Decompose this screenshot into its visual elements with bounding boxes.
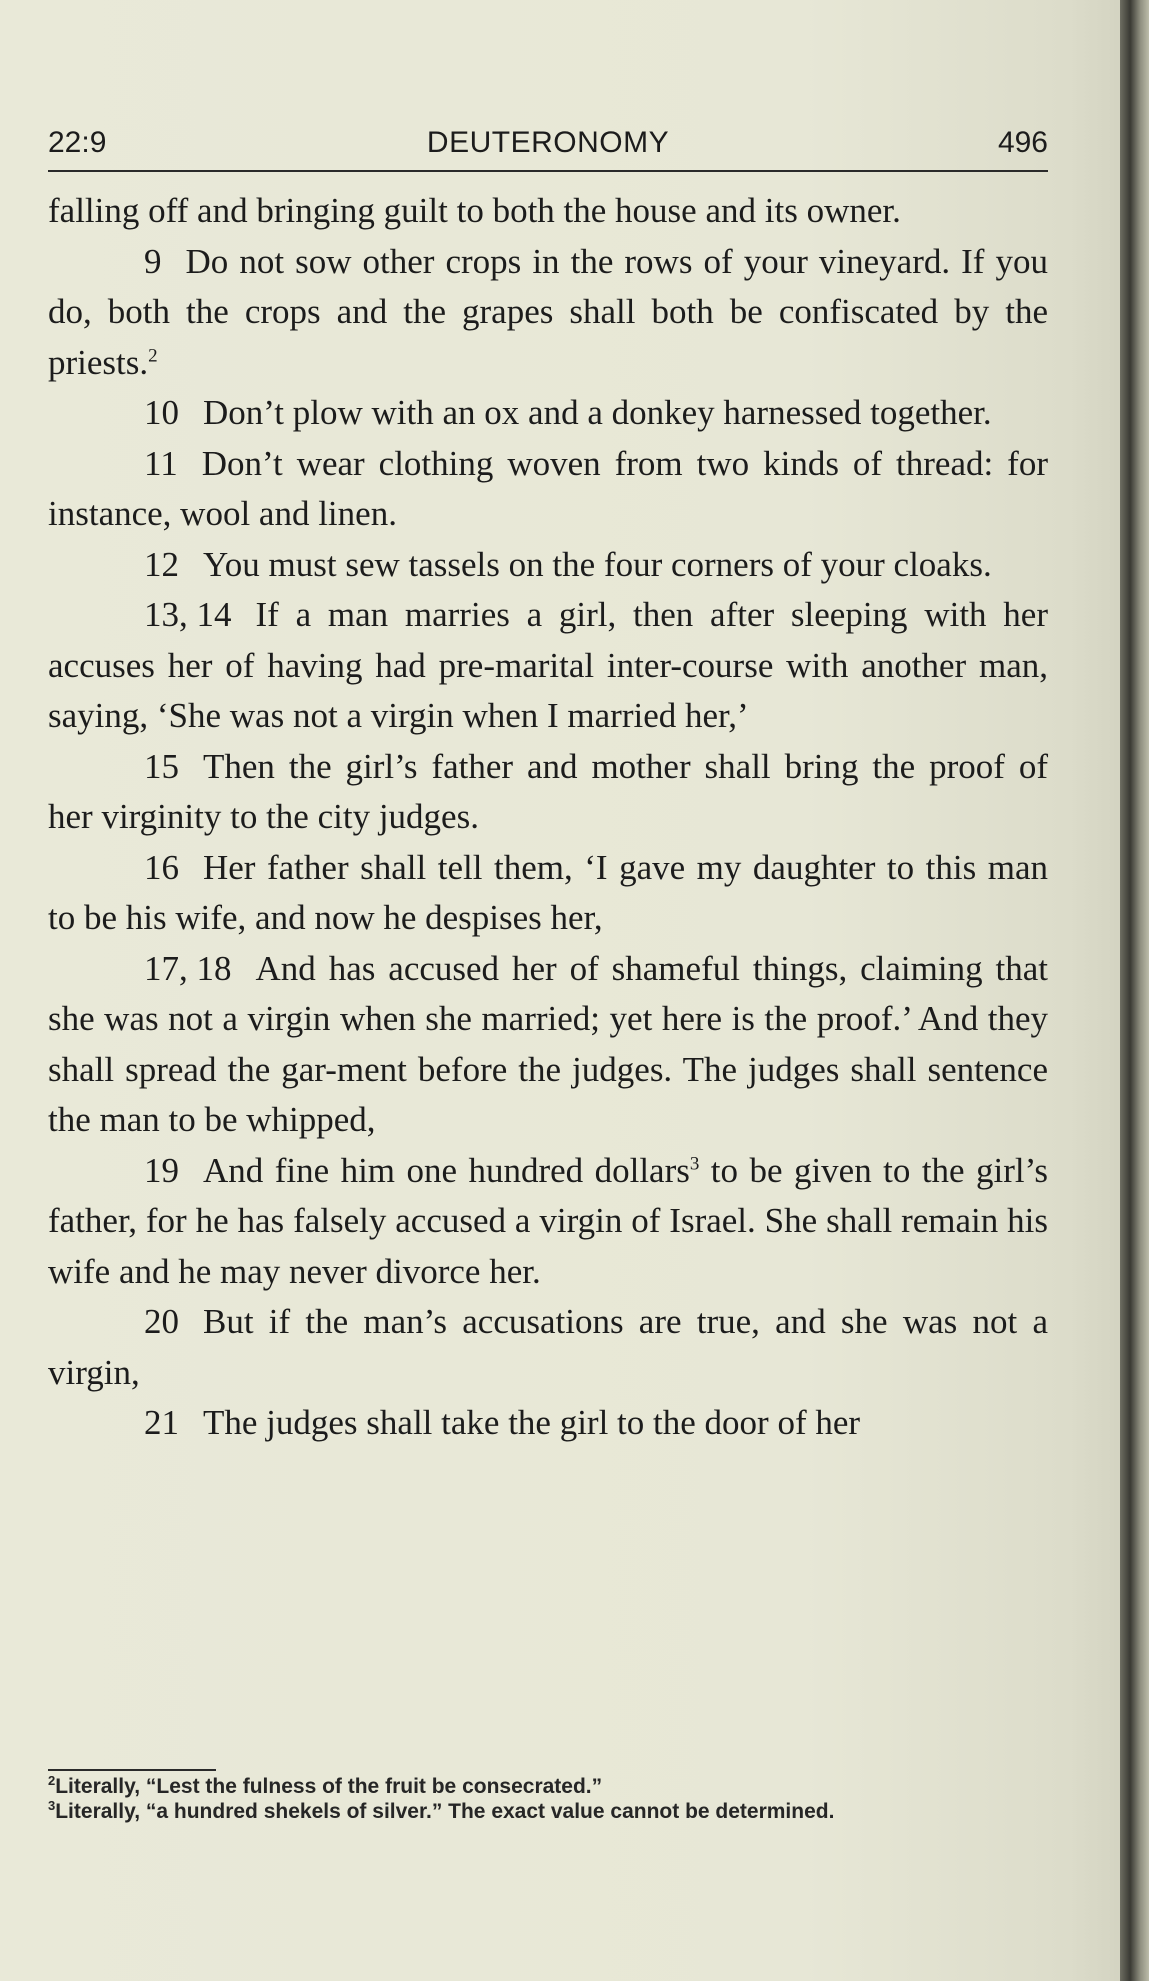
verse-text: And has accused her of shameful things, claiming that she was not a virgin when she married; yet here is the proof.’ And they shall spread the gar-ment before the judges. The judges shall sentence the man to be whipped, bbox=[48, 948, 1048, 1139]
footnote-mark: 2 bbox=[48, 1773, 56, 1788]
book-page-edge bbox=[1120, 0, 1149, 1981]
verse-text: Don’t wear clothing woven from two kinds of thread: for instance, wool and linen. bbox=[48, 443, 1048, 533]
verse-12 bbox=[48, 540, 1048, 591]
verse-number: 13, 14 bbox=[144, 595, 232, 634]
footnote-divider bbox=[48, 1769, 216, 1771]
verse-text: Her father shall tell them, ‘I gave my daughter to this man to be his wife, and now he despises her, bbox=[48, 847, 1048, 937]
verse-20 bbox=[48, 1297, 1048, 1398]
running-head bbox=[48, 126, 1048, 172]
footnotes bbox=[48, 1774, 1048, 1824]
verse-number: 12 bbox=[144, 544, 179, 584]
body-text bbox=[48, 186, 1048, 1449]
footnote-mark: 3 bbox=[48, 1798, 56, 1813]
verse-16 bbox=[48, 843, 1048, 944]
verse-text: The judges shall take the girl to the door of her bbox=[203, 1403, 861, 1442]
verse-text-continued: to be given to the girl’s father, for he has falsely accused a virgin of Israel. She shall remain his wife and he may never divorce her. bbox=[48, 1150, 1048, 1291]
verse-21 bbox=[48, 1398, 1048, 1449]
verse-text: And fine him one hundred dollars bbox=[203, 1150, 690, 1190]
chapter-verse-reference: 22:9 bbox=[48, 126, 107, 159]
verse-text: Don’t plow with an ox and a donkey harnessed together. bbox=[203, 393, 992, 432]
verse-15 bbox=[48, 742, 1048, 843]
verse-text: Do not sow other crops in the rows of your vineyard. If you do, both the crops and the grapes shall both be confiscated by the priests. bbox=[48, 241, 1048, 382]
footnote-text: Literally, “a hundred shekels of silver.” The exact value cannot be determined. bbox=[55, 1800, 835, 1823]
continuation-paragraph bbox=[48, 186, 1048, 237]
verse-text: You must sew tassels on the four corners of your cloaks. bbox=[203, 544, 992, 584]
verse-number: 19 bbox=[144, 1150, 179, 1190]
footnote-reference: 3 bbox=[689, 1152, 700, 1174]
footnote-2 bbox=[48, 1774, 1048, 1799]
footnote-text: Literally, “Lest the fulness of the fruit be consecrated.” bbox=[55, 1775, 603, 1798]
verse-19 bbox=[48, 1146, 1048, 1298]
verse-13-14 bbox=[48, 590, 1048, 742]
footnote-reference: 2 bbox=[148, 344, 158, 366]
paragraph-text: falling off and bringing guilt to both the house and its owner. bbox=[48, 191, 901, 230]
verse-number: 10 bbox=[144, 393, 179, 432]
verse-text: Then the girl’s father and mother shall bring the proof of her virginity to the city judges. bbox=[48, 746, 1048, 836]
verse-number: 21 bbox=[144, 1403, 179, 1442]
verse-number: 11 bbox=[144, 443, 178, 483]
verse-text: If a man marries a girl, then after sleeping with her accuses her of having had pre-marital inter-course with another man, saying, ‘She was not a virgin when I married her,’ bbox=[48, 595, 1048, 735]
verse-number: 20 bbox=[144, 1302, 179, 1341]
verse-11 bbox=[48, 439, 1048, 540]
page-number: 496 bbox=[997, 126, 1048, 159]
verse-number: 15 bbox=[144, 746, 179, 786]
verse-9 bbox=[48, 237, 1048, 389]
verse-number: 16 bbox=[144, 847, 179, 887]
verse-number: 17, 18 bbox=[144, 948, 232, 988]
verse-number: 9 bbox=[144, 241, 162, 281]
verse-text: But if the man’s accusations are true, and she was not a virgin, bbox=[48, 1302, 1048, 1392]
footnote-3 bbox=[48, 1799, 1048, 1824]
verse-10 bbox=[48, 388, 1048, 439]
verse-17-18 bbox=[48, 944, 1048, 1146]
book-title: DEUTERONOMY bbox=[426, 126, 670, 159]
